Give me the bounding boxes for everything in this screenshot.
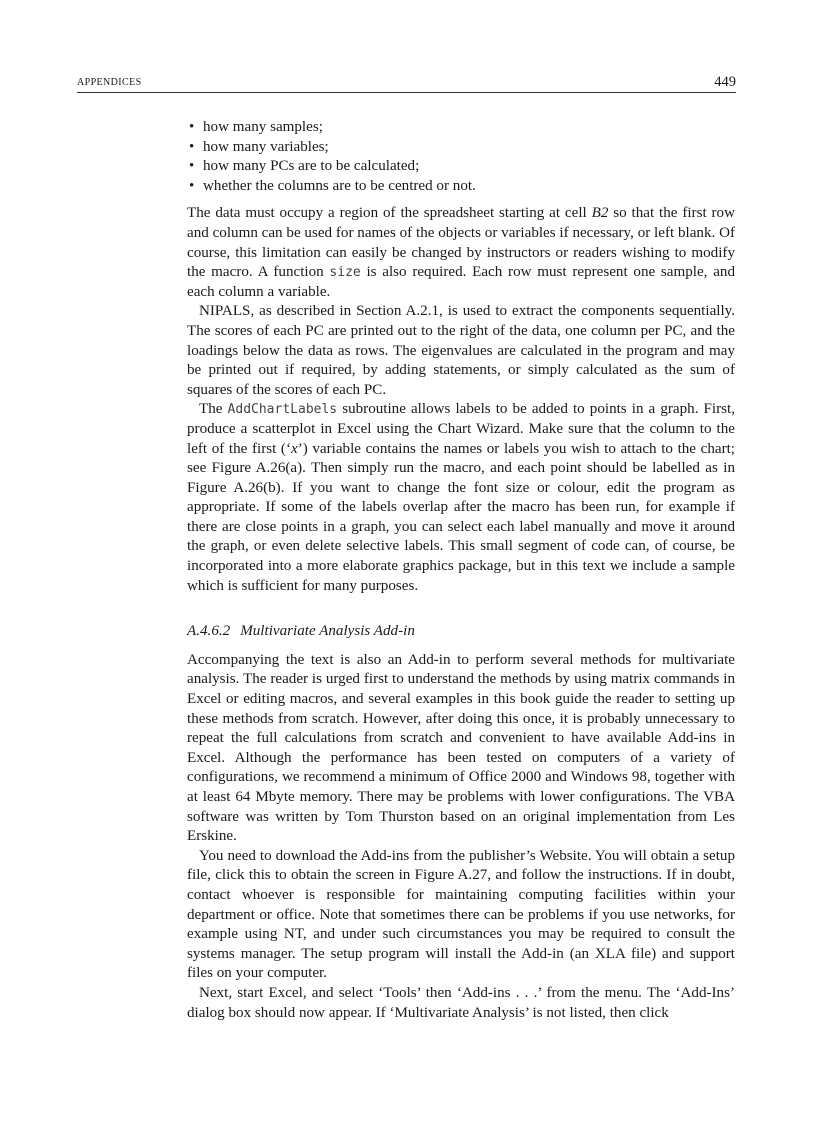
paragraph: You need to download the Add-ins from the publisher’s Website. You will obtain a setup file, click this to obtain the screen in Figure A.27, and follow the instructions. If in doubt, contact whoever is responsible for maintaining computing facilities within your department or office. Note that sometimes there can be problems if you use networks, for example using NT, and under such circumstances you may be required to consult the systems manager. The setup program will install the Add-in (an XLA file) and support files on your computer. xyxy=(187,847,735,982)
paragraph: Next, start Excel, and select ‘Tools’ then ‘Add-ins . . .’ from the menu. The ‘Add-Ins’ dialog box should now appear. If ‘Multivariate Analysis’ is not listed, then click xyxy=(187,984,735,1021)
paragraph: NIPALS, as described in Section A.2.1, is used to extract the components sequentially. The scores of each PC are printed out to the right of the data, one column per PC, and the loadings below the data as rows. The eigenvalues are calculated in the program and may be printed out if required, by adding statements, or simply calculated as the sum of squares of the scores of each PC. xyxy=(187,303,735,398)
list-item: • how many PCs are to be calculated; xyxy=(187,157,735,177)
bullet-list xyxy=(187,118,735,196)
bullet-icon: • xyxy=(189,119,195,135)
page-number: 449 xyxy=(714,74,736,90)
subsection-heading xyxy=(187,622,735,642)
page-body xyxy=(187,118,735,1023)
list-item: • how many samples; xyxy=(187,118,735,138)
subsection-number: A.4.6.2 xyxy=(187,623,231,640)
code-term: AddChartLabels xyxy=(227,402,338,418)
bullet-icon: • xyxy=(189,158,195,175)
bullet-icon: • xyxy=(189,138,195,155)
list-item: • whether the columns are to be centred or not. xyxy=(187,177,735,197)
cell-reference: B2 xyxy=(591,205,609,222)
paragraph: The AddChartLabels subroutine allows labels to be added to points in a graph. First, produce a scatterplot in Excel using the Chart Wizard. Make sure that the column to the left of the first (‘x’) variable contains the names or labels you wish to attach to the chart; see Figure A.26(a). Then simply run the macro, and each point should be labelled as in Figure A.26(b). If you want to change the font size or colour, edit the program as appropriate. If some of the labels overlap after the macro has been run, for example if there are close points in a graph, you can select each label manually and move it around the graph, or even delete selective labels. This small segment of code can, of course, be incorporated into a more elaborate graphics package, but in this text we include a sample which is sufficient for many purposes. xyxy=(187,401,735,594)
variable-symbol: x xyxy=(290,440,298,457)
code-term: size xyxy=(329,265,361,281)
paragraph: The data must occupy a region of the spreadsheet starting at cell B2 so that the first row and column can be used for names of the objects or variables if necessary, or left blank. Of course, this limitation can easily be changed by instructors or readers wishing to modify the macro. A function size is also required. Each row must represent one sample, and each column a variable. xyxy=(187,205,735,300)
running-header xyxy=(77,76,736,93)
subsection-title: Multivariate Analysis Add-in xyxy=(240,623,415,640)
paragraph: Accompanying the text is also an Add-in to perform several methods for multivariate analysis. The reader is urged first to understand the methods by using matrix commands in Excel or editing macros, and several examples in this book guide the reader to setting up these methods from scratch. However, after doing this once, it is probably unnecessary to repeat the full calculations from scratch and convenient to have available Add-ins in Excel. Although the performance has been tested on computers of a variety of configurations, we recommend a minimum of Office 2000 and Windows 98, together with at least 64 Mbyte memory. There may be problems with lower configurations. The VBA software was written by Tom Thurston based on an original implementation from Les Erskine. xyxy=(187,651,735,845)
bullet-icon: • xyxy=(189,177,195,194)
running-title: APPENDICES xyxy=(77,77,142,88)
list-item: • how many variables; xyxy=(187,138,735,158)
